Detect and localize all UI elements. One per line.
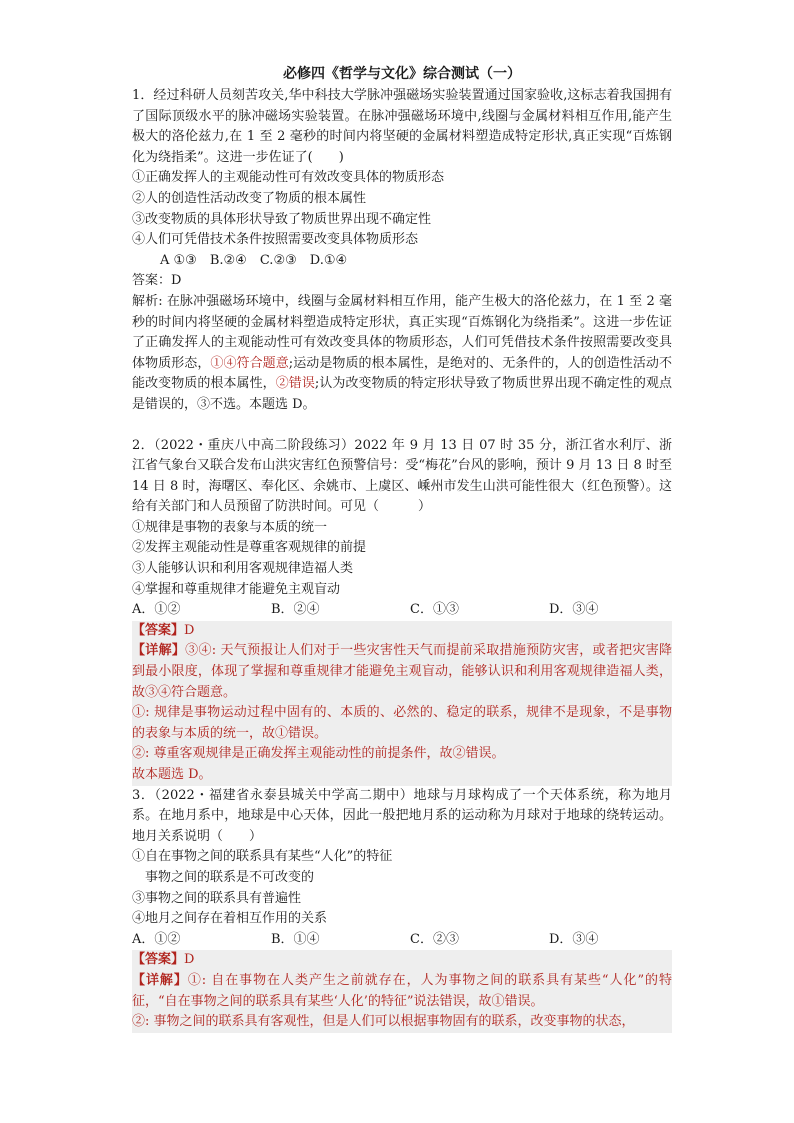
question-3 (132, 786, 672, 1033)
q2-option-b: B．②④ (271, 602, 320, 618)
question-2 (132, 436, 672, 786)
q3-detail-2: ②: 事物之间的联系具有客观性，但是人们可以根据事物固有的联系，改变事物的状态， (132, 1014, 635, 1030)
q3-solution (132, 950, 672, 1032)
q3-detail-1-line (132, 971, 672, 1012)
q1-item-1: ①正确发挥人的主观能动性可有效改变具体的物质形态 (132, 170, 445, 186)
q2-answer: D (184, 622, 195, 638)
q1-item-2: ②人的创造性活动改变了物质的根本属性 (132, 190, 367, 206)
q2-option-c: C．①③ (410, 602, 459, 618)
q1-item-4: ④人们可凭借技术条件按照需要改变具体物质形态 (132, 232, 419, 248)
q2-detail-3: ②: 尊重客观规律是正确发挥主观能动性的前提条件，故②错误。 (132, 746, 505, 762)
q1-analysis-c: ;运动是物质的根本属性，是绝对的、无条件的，人的创造性活动不能改变物质的根本属性， (132, 355, 672, 392)
q1-analysis-a: 解析: 在脉冲强磁场环境中，线圈与金属材料相互作用，能产生极大的洛伦兹力，在 1 至 2 毫秒的时间内将坚硬的金属材料塑造成特定形状，真正实现“百炼钢化为绕指柔”。这进一步佐证了正确发挥人的主观能动性可有效改变具体的物质形态，人们可凭借技术条件按照需要改变具体物质形态， (132, 293, 672, 371)
q1-analysis-e: ;认为改变物质的特定形状导致了物质世界出现不确定性的观点是错误的，③不选。本题选 D。 (132, 376, 672, 412)
q1-analysis-d: ②错误 (275, 376, 315, 392)
q3-detail-tag: 【详解】 (132, 972, 188, 988)
q3-option-a: A．①② (132, 931, 181, 947)
spacer (132, 416, 672, 436)
q3-item-4: ④地月之间存在着相互作用的关系 (132, 911, 328, 927)
q3-option-c: C．②③ (410, 931, 459, 947)
question-1 (132, 86, 672, 416)
q1-analysis (132, 292, 672, 416)
q2-detail-1-line (132, 641, 672, 703)
q2-options (132, 600, 672, 621)
q2-item-1: ①规律是事物的表象与本质的统一 (132, 519, 328, 535)
q2-solution (132, 621, 672, 786)
q2-item-2: ②发挥主观能动性是尊重客观规律的前提 (132, 540, 367, 556)
q3-answer: D (184, 952, 195, 968)
q1-options: A ①③ B.②④ C.②③ D.①④ (160, 252, 348, 268)
q3-answer-line (132, 950, 672, 971)
q3-answer-tag: 【答案】 (132, 952, 185, 968)
q2-detail-tag: 【详解】 (132, 643, 186, 659)
q2-detail-1: ③④: 天气预报让人们对于一些灾害性天气而提前采取措施预防灾害，或者把灾害降到最小限度，体现了掌握和尊重规律才能避免主观盲动，能够认识和利用客观规律造福人类，故③④符合题意。 (132, 643, 672, 700)
page-title: 必修四《哲学与文化》综合测试（一） (283, 66, 521, 82)
q3-options (132, 930, 672, 951)
q1-item-3: ③改变物质的具体形状导致了物质世界出现不确定性 (132, 211, 432, 227)
q3-item-1: ①自在事物之间的联系具有某些“人化”的特征 (132, 849, 393, 865)
q2-detail-2: ①: 规律是事物运动过程中固有的、本质的、必然的、稳定的联系，规律不是现象，不是事物的表象与本质的统一，故①错误。 (132, 705, 672, 741)
q1-analysis-b: ①④符合题意 (210, 355, 289, 371)
exam-page (132, 64, 672, 1033)
q3-item-2: 事物之间的联系是不可改变的 (132, 869, 315, 885)
q3-detail-1: ①: 自在事物在人类产生之前就存在，人为事物之间的联系具有某些“人化”的特征，“自在事物之间的联系具有某些‘人化’的特征”说法错误，故①错误。 (132, 972, 672, 1009)
q1-answer: 答案：D (132, 273, 182, 289)
q3-item-3: ③事物之间的联系具有普遍性 (132, 890, 302, 906)
q2-option-a: A．①② (132, 602, 181, 618)
q2-item-3: ③人能够认识和利用客观规律造福人类 (132, 561, 354, 577)
q2-answer-tag: 【答案】 (132, 622, 185, 638)
q3-stem: 3．（2022・福建省永泰县城关中学高二期中）地球与月球构成了一个天体系统，称为地月系。在地月系中，地球是中心天体，因此一般把地月系的运动称为月球对于地球的绕转运动。地月关系说明（ ） (132, 787, 672, 844)
q3-option-d: D．③④ (549, 931, 599, 947)
q2-answer-line (132, 621, 672, 642)
q1-stem: 1．经过科研人员刻苦攻关,华中科技大学脉冲强磁场实验装置通过国家验收,这标志着我国拥有了国际顶级水平的脉冲磁场实验装置。在脉冲强磁场环境中,线圈与金属材料相互作用,能产生极大的洛伦兹力,在 1 至 2 毫秒的时间内将坚硬的金属材料塑造成特定形状,真正实现“百炼钢化为绕指柔”。这进一步佐证了( ) (132, 88, 672, 165)
q2-detail-4: 故本题选 D。 (132, 767, 212, 782)
q2-item-4: ④掌握和尊重规律才能避免主观盲动 (132, 581, 341, 597)
q3-option-b: B．①④ (271, 931, 320, 947)
q2-option-d: D．③④ (549, 602, 599, 618)
q2-stem: 2．（2022・重庆八中高二阶段练习）2022 年 9 月 13 日 07 时 35 分，浙江省水利厅、浙江省气象台又联合发布山洪灾害红色预警信号：受“梅花”台风的影响，预计 9 月 13 日 8 时至 14 日 8 时，海曙区、奉化区、余姚市、上虞区、嵊州市发生山洪可能性很大（红色预警）。这给有关部门和人员预留了防洪时间。可见（ ） (132, 437, 672, 515)
